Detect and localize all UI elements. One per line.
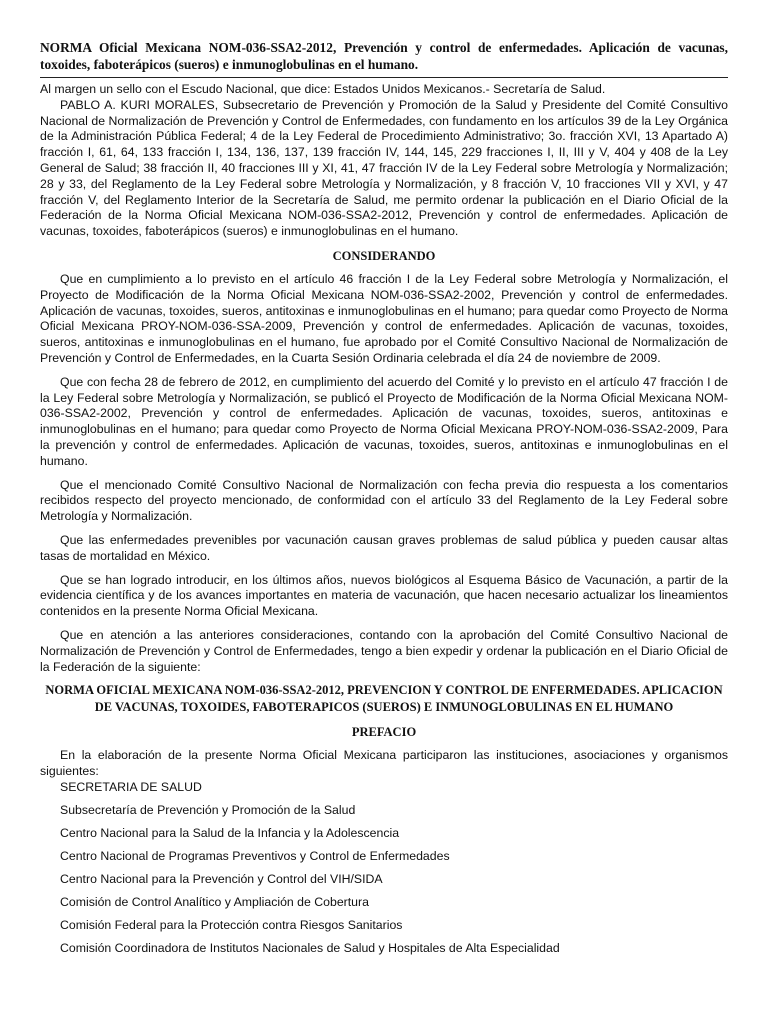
considerando-paragraph: Que en atención a las anteriores consideraciones, contando con la aprobación del Comité Consultivo Nacional de Normalización de Prevención y Control de Enfermedades, tengo a bien expedir y ordenar la publicación en el Diario Oficial de la Federación de la siguiente: bbox=[40, 627, 728, 674]
document-title: NORMA Oficial Mexicana NOM-036-SSA2-2012, Prevención y control de enfermedades. Aplicación de vacunas, toxoides, faboterápicos (sueros) e inmunoglobulinas en el humano. bbox=[40, 40, 728, 72]
norma-heading: NORMA OFICIAL MEXICANA NOM-036-SSA2-2012, PREVENCION Y CONTROL DE ENFERMEDADES. APLICACION DE VACUNAS, TOXOIDES, FABOTERAPICOS (SUEROS) E INMUNOGLOBULINAS EN EL HUMANO bbox=[45, 683, 723, 715]
seal-note: Al margen un sello con el Escudo Nacional, que dice: Estados Unidos Mexicanos.- Secretaría de Salud. bbox=[40, 82, 606, 96]
prefacio-heading: PREFACIO bbox=[351, 725, 417, 740]
considerando-paragraph: Que con fecha 28 de febrero de 2012, en cumplimiento del acuerdo del Comité y lo previsto en el artículo 47 fracción I de la Ley Federal sobre Metrología y Normalización, se publicó el Proyecto de Modificación de la Norma Oficial Mexicana NOM-036-SSA2-2002, Prevención y control de enfermedades. Aplicación de vacunas, toxoides, sueros, antitoxinas e inmunoglobulinas en el humano; para quedar como Proyecto de Norma Oficial Mexicana PROY-NOM-036-SSA2-2009, Para la prevención y control de enfermedades. Aplicación de vacunas, toxoides, sueros, antitoxinas e inmunoglobulinas en el humano. bbox=[40, 374, 728, 468]
list-item: Comisión de Control Analítico y Ampliación de Cobertura bbox=[60, 894, 369, 909]
considerando-paragraph: Que las enfermedades prevenibles por vacunación causan graves problemas de salud pública y pueden causar altas tasas de mortalidad en México. bbox=[40, 532, 728, 563]
considerando-paragraph: Que el mencionado Comité Consultivo Nacional de Normalización con fecha previa dio respuesta a los comentarios recibidos respecto del proyecto mencionado, de conformidad con el artículo 33 del Reglamento de la Ley Federal sobre Metrología y Normalización. bbox=[40, 477, 728, 524]
list-item: Comisión Coordinadora de Institutos Nacionales de Salud y Hospitales de Alta Especialidad bbox=[60, 940, 560, 955]
prefacio-intro: En la elaboración de la presente Norma Oficial Mexicana participaron las instituciones, asociaciones y organismos siguientes: bbox=[40, 748, 728, 779]
list-item: SECRETARIA DE SALUD bbox=[60, 779, 202, 794]
list-item: Centro Nacional para la Salud de la Infancia y la Adolescencia bbox=[60, 825, 400, 840]
institutions-list bbox=[40, 780, 728, 957]
considerando-heading: CONSIDERANDO bbox=[332, 248, 436, 263]
list-item: Centro Nacional para la Prevención y Control del VIH/SIDA bbox=[60, 871, 383, 886]
considerando-paragraph: Que en cumplimiento a lo previsto en el artículo 46 fracción I de la Ley Federal sobre Metrología y Normalización, el Proyecto de Modificación de la Norma Oficial Mexicana NOM-036-SSA2-2002, Prevención y control de enfermedades. Aplicación de vacunas, toxoides, sueros, antitoxinas e inmunoglobulinas en el humano; para quedar como Proyecto de Norma Oficial Mexicana PROY-NOM-036-SSA-2009, Prevención y control de enfermedades. Aplicación de vacunas, toxoides, sueros, antitoxinas e inmunoglobulinas en el humano, fue aprobado por el Comité Consultivo Nacional de Normalización de Prevención y Control de Enfermedades, en la Cuarta Sesión Ordinaria celebrada el día 24 de noviembre de 2009. bbox=[40, 271, 728, 365]
list-item: Comisión Federal para la Protección contra Riesgos Sanitarios bbox=[60, 917, 403, 932]
title-divider bbox=[40, 77, 728, 78]
intro-paragraph: PABLO A. KURI MORALES, Subsecretario de Prevención y Promoción de la Salud y Presidente del Comité Consultivo Nacional de Normalización de Prevención y Control de Enfermedades, con fundamento en los artículos 39 de la Ley Orgánica de la Administración Pública Federal; 4 de la Ley Federal de Procedimiento Administrativo; 3o. fracción XVI, 13 Apartado A) fracción I, 61, 64, 133 fracción I, 134, 136, 137, 139 fracción IV, 144, 145, 229 fracciones I, II, III y V, 404 y 408 de la Ley General de Salud; 38 fracción II, 40 fracciones III y XI, 41, 47 fracción IV de la Ley Federal sobre Metrología y Normalización; 28 y 33, del Reglamento de la Ley Federal sobre Metrología y Normalización, y 8 fracción V, 10 fracciones VII y XVI, y 47 fracción V, del Reglamento Interior de la Secretaría de Salud, me permito ordenar la publicación en el Diario Oficial de la Federación de la Norma Oficial Mexicana NOM-036-SSA2-2012, Prevención y control de enfermedades. Aplicación de vacunas, toxoides, faboterápicos (sueros) e inmunoglobulinas en el humano. bbox=[40, 97, 728, 239]
list-item: Subsecretaría de Prevención y Promoción de la Salud bbox=[60, 802, 356, 817]
list-item: Centro Nacional de Programas Preventivos y Control de Enfermedades bbox=[60, 848, 450, 863]
considerando-paragraph: Que se han logrado introducir, en los últimos años, nuevos biológicos al Esquema Básico de Vacunación, a partir de la evidencia científica y de los avances importantes en materia de vacunación, que hacen necesario actualizar los lineamientos contenidos en la presente Norma Oficial Mexicana. bbox=[40, 572, 728, 619]
